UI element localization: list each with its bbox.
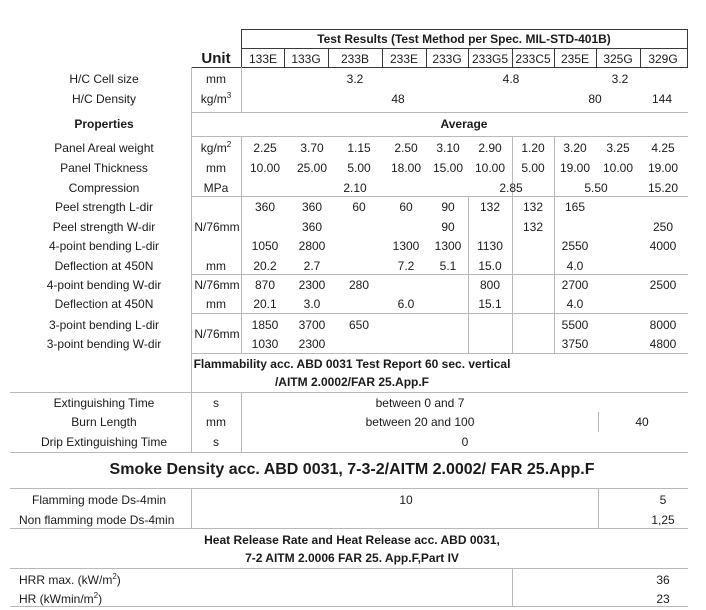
table-cell: 19.00 <box>559 161 591 175</box>
row-unit: mm <box>206 161 226 175</box>
column-header: 329G <box>648 52 678 66</box>
table-cell: 2.90 <box>478 141 502 155</box>
row-unit: mm <box>206 415 226 429</box>
table-cell: 3750 <box>561 337 589 351</box>
table-cell: 7.2 <box>397 259 415 273</box>
row-unit: MPa <box>203 181 229 195</box>
table-cell: 19.00 <box>647 161 679 175</box>
table-cell: 360 <box>301 200 323 214</box>
table-cell: 20.1 <box>253 297 277 311</box>
row-unit: N/76mm <box>194 220 240 234</box>
row-label: Extinguishing Time <box>53 396 155 410</box>
row-label: Panel Thickness <box>60 161 148 175</box>
table-cell: 132 <box>522 200 544 214</box>
row-unit: $kg/m^3$ <box>200 91 232 106</box>
table-cell: 2300 <box>298 337 326 351</box>
table-cell: 3.20 <box>563 141 587 155</box>
table-cell: 23 <box>656 592 670 606</box>
row-label: Non flamming mode Ds-4min <box>19 513 175 527</box>
table-cell: 4.0 <box>566 259 584 273</box>
column-header: 325G <box>603 52 633 66</box>
table-cell: 0 <box>461 435 469 449</box>
table-cell: 3.0 <box>303 297 321 311</box>
table-cell: 10 <box>399 493 413 507</box>
table-cell: 4.8 <box>502 72 520 86</box>
flammability-subtitle: /AITM 2.0002/FAR 25.App.F <box>274 375 430 389</box>
row-unit: $kg/m^2$ <box>200 140 232 155</box>
table-cell: 5.1 <box>439 259 457 273</box>
row-unit: s <box>213 396 219 410</box>
table-cell: 15.0 <box>478 259 502 273</box>
properties-heading: Properties <box>74 117 134 131</box>
heat-title: Heat Release Rate and Heat Release acc. ABD 0031, <box>204 533 500 547</box>
table-cell: 3.70 <box>300 141 324 155</box>
row-unit: mm <box>206 297 226 311</box>
table-cell: 2.85 <box>499 181 523 195</box>
table-cell: 144 <box>651 92 673 106</box>
row-unit: mm <box>206 72 226 86</box>
row-unit: N/76mm <box>194 278 240 292</box>
table-cell: 132 <box>479 200 501 214</box>
table-cell: 2.50 <box>394 141 418 155</box>
row-label: H/C Density <box>71 92 137 106</box>
row-label: Deflection at 450N <box>54 259 154 273</box>
table-cell: 280 <box>348 278 370 292</box>
table-cell: 870 <box>254 278 276 292</box>
column-header: 233C5 <box>515 52 551 66</box>
table-cell: 20.2 <box>253 259 277 273</box>
table-cell: 5.00 <box>521 161 545 175</box>
table-cell: 40 <box>635 415 649 429</box>
table-cell: 15.00 <box>432 161 464 175</box>
row-label: Flamming mode Ds-4min <box>32 493 167 507</box>
row-label: 4-point bending L-dir <box>48 239 160 253</box>
table-cell: 5 <box>659 493 667 507</box>
table-cell: between 20 and 100 <box>365 415 475 429</box>
column-header: 233G <box>432 52 462 66</box>
table-cell: 5.50 <box>584 181 608 195</box>
table-cell: 36 <box>656 573 670 587</box>
table-cell: 2.7 <box>303 259 321 273</box>
row-label: 3-point bending W-dir <box>46 337 162 351</box>
table-cell: between 0 and 7 <box>375 396 465 410</box>
row-label: Burn Length <box>71 415 137 429</box>
row-label: HRR max. $(kW/m^2)$ <box>19 572 121 587</box>
table-cell: 2.10 <box>343 181 367 195</box>
table-cell: 1.20 <box>521 141 545 155</box>
row-unit: s <box>213 435 219 449</box>
heat-subtitle: 7-2 AITM 2.0006 FAR 25. App.F,Part IV <box>245 551 459 565</box>
table-cell: 90 <box>441 220 455 234</box>
table-cell: 48 <box>391 92 405 106</box>
column-header: 233G5 <box>471 52 509 66</box>
column-header: 233B <box>340 52 370 66</box>
table-cell: 60 <box>352 200 366 214</box>
row-unit: N/76mm <box>194 327 240 341</box>
table-cell: 1.15 <box>347 141 371 155</box>
average-heading: Average <box>440 117 488 131</box>
table-cell: 2550 <box>561 239 589 253</box>
row-label: H/C Cell size <box>69 72 139 86</box>
flammability-title: Flammability acc. ABD 0031 Test Report 60 sec. vertical <box>193 357 511 371</box>
row-label: Peel strength W-dir <box>52 220 156 234</box>
table-cell: 5500 <box>561 318 589 332</box>
table-cell: 3700 <box>298 318 326 332</box>
row-unit: mm <box>206 259 226 273</box>
row-label: 3-point bending L-dir <box>48 318 160 332</box>
table-cell: 2.25 <box>253 141 277 155</box>
table-cell: 90 <box>441 200 455 214</box>
table-cell: 80 <box>588 92 602 106</box>
table-cell: 132 <box>522 220 544 234</box>
table-cell: 1300 <box>434 239 462 253</box>
table-cell: 1030 <box>251 337 279 351</box>
column-header: 133E <box>248 52 278 66</box>
table-cell: 1,25 <box>651 513 675 527</box>
table-cell: 3.25 <box>606 141 630 155</box>
table-cell: 10.00 <box>602 161 634 175</box>
table-cell: 60 <box>399 200 413 214</box>
row-label: Compression <box>68 181 140 195</box>
row-label: Panel Areal weight <box>54 141 154 155</box>
table-cell: 360 <box>254 200 276 214</box>
column-header: 233E <box>389 52 419 66</box>
table-cell: 1300 <box>392 239 420 253</box>
smoke-title: Smoke Density acc. ABD 0031, 7-3-2/AITM 2.0002/ FAR 25.App.F <box>109 461 595 478</box>
table-cell: 2700 <box>561 278 589 292</box>
unit-heading: Unit <box>201 50 231 67</box>
table-cell: 15.1 <box>478 297 502 311</box>
table-title: Test Results (Test Method per Spec. MIL-STD-401B) <box>317 32 611 46</box>
row-label: Peel strength L-dir <box>54 200 154 214</box>
table-cell: 1130 <box>477 239 503 253</box>
row-label: Deflection at 450N <box>54 297 154 311</box>
table-cell: 15.20 <box>647 181 679 195</box>
table-cell: 2500 <box>649 278 677 292</box>
table-cell: 2800 <box>298 239 326 253</box>
table-cell: 800 <box>479 278 501 292</box>
table-cell: 3.2 <box>611 72 629 86</box>
table-cell: 3.2 <box>346 72 364 86</box>
table-cell: 18.00 <box>390 161 422 175</box>
table-cell: 10.00 <box>249 161 281 175</box>
table-cell: 4800 <box>649 337 677 351</box>
table-cell: 2300 <box>298 278 326 292</box>
table-cell: 1050 <box>251 239 279 253</box>
table-cell: 4000 <box>649 239 677 253</box>
table-cell: 3.10 <box>436 141 460 155</box>
table-cell: 650 <box>348 318 370 332</box>
row-label: HR $(kWmin/m^2)$ <box>19 591 103 606</box>
table-cell: 4.0 <box>566 297 584 311</box>
table-cell: 360 <box>301 220 323 234</box>
table-cell: 250 <box>652 220 674 234</box>
table-cell: 5.00 <box>347 161 371 175</box>
table-cell: 25.00 <box>296 161 328 175</box>
column-header: 133G <box>291 52 321 66</box>
column-header: 235E <box>560 52 590 66</box>
row-label: 4-point bending W-dir <box>46 278 162 292</box>
row-label: Drip Extinguishing Time <box>40 435 168 449</box>
table-cell: 10.00 <box>474 161 506 175</box>
table-cell: 4.25 <box>651 141 675 155</box>
table-cell: 8000 <box>649 318 677 332</box>
table-cell: 165 <box>564 200 586 214</box>
table-cell: 6.0 <box>397 297 415 311</box>
table-cell: 1850 <box>251 318 279 332</box>
